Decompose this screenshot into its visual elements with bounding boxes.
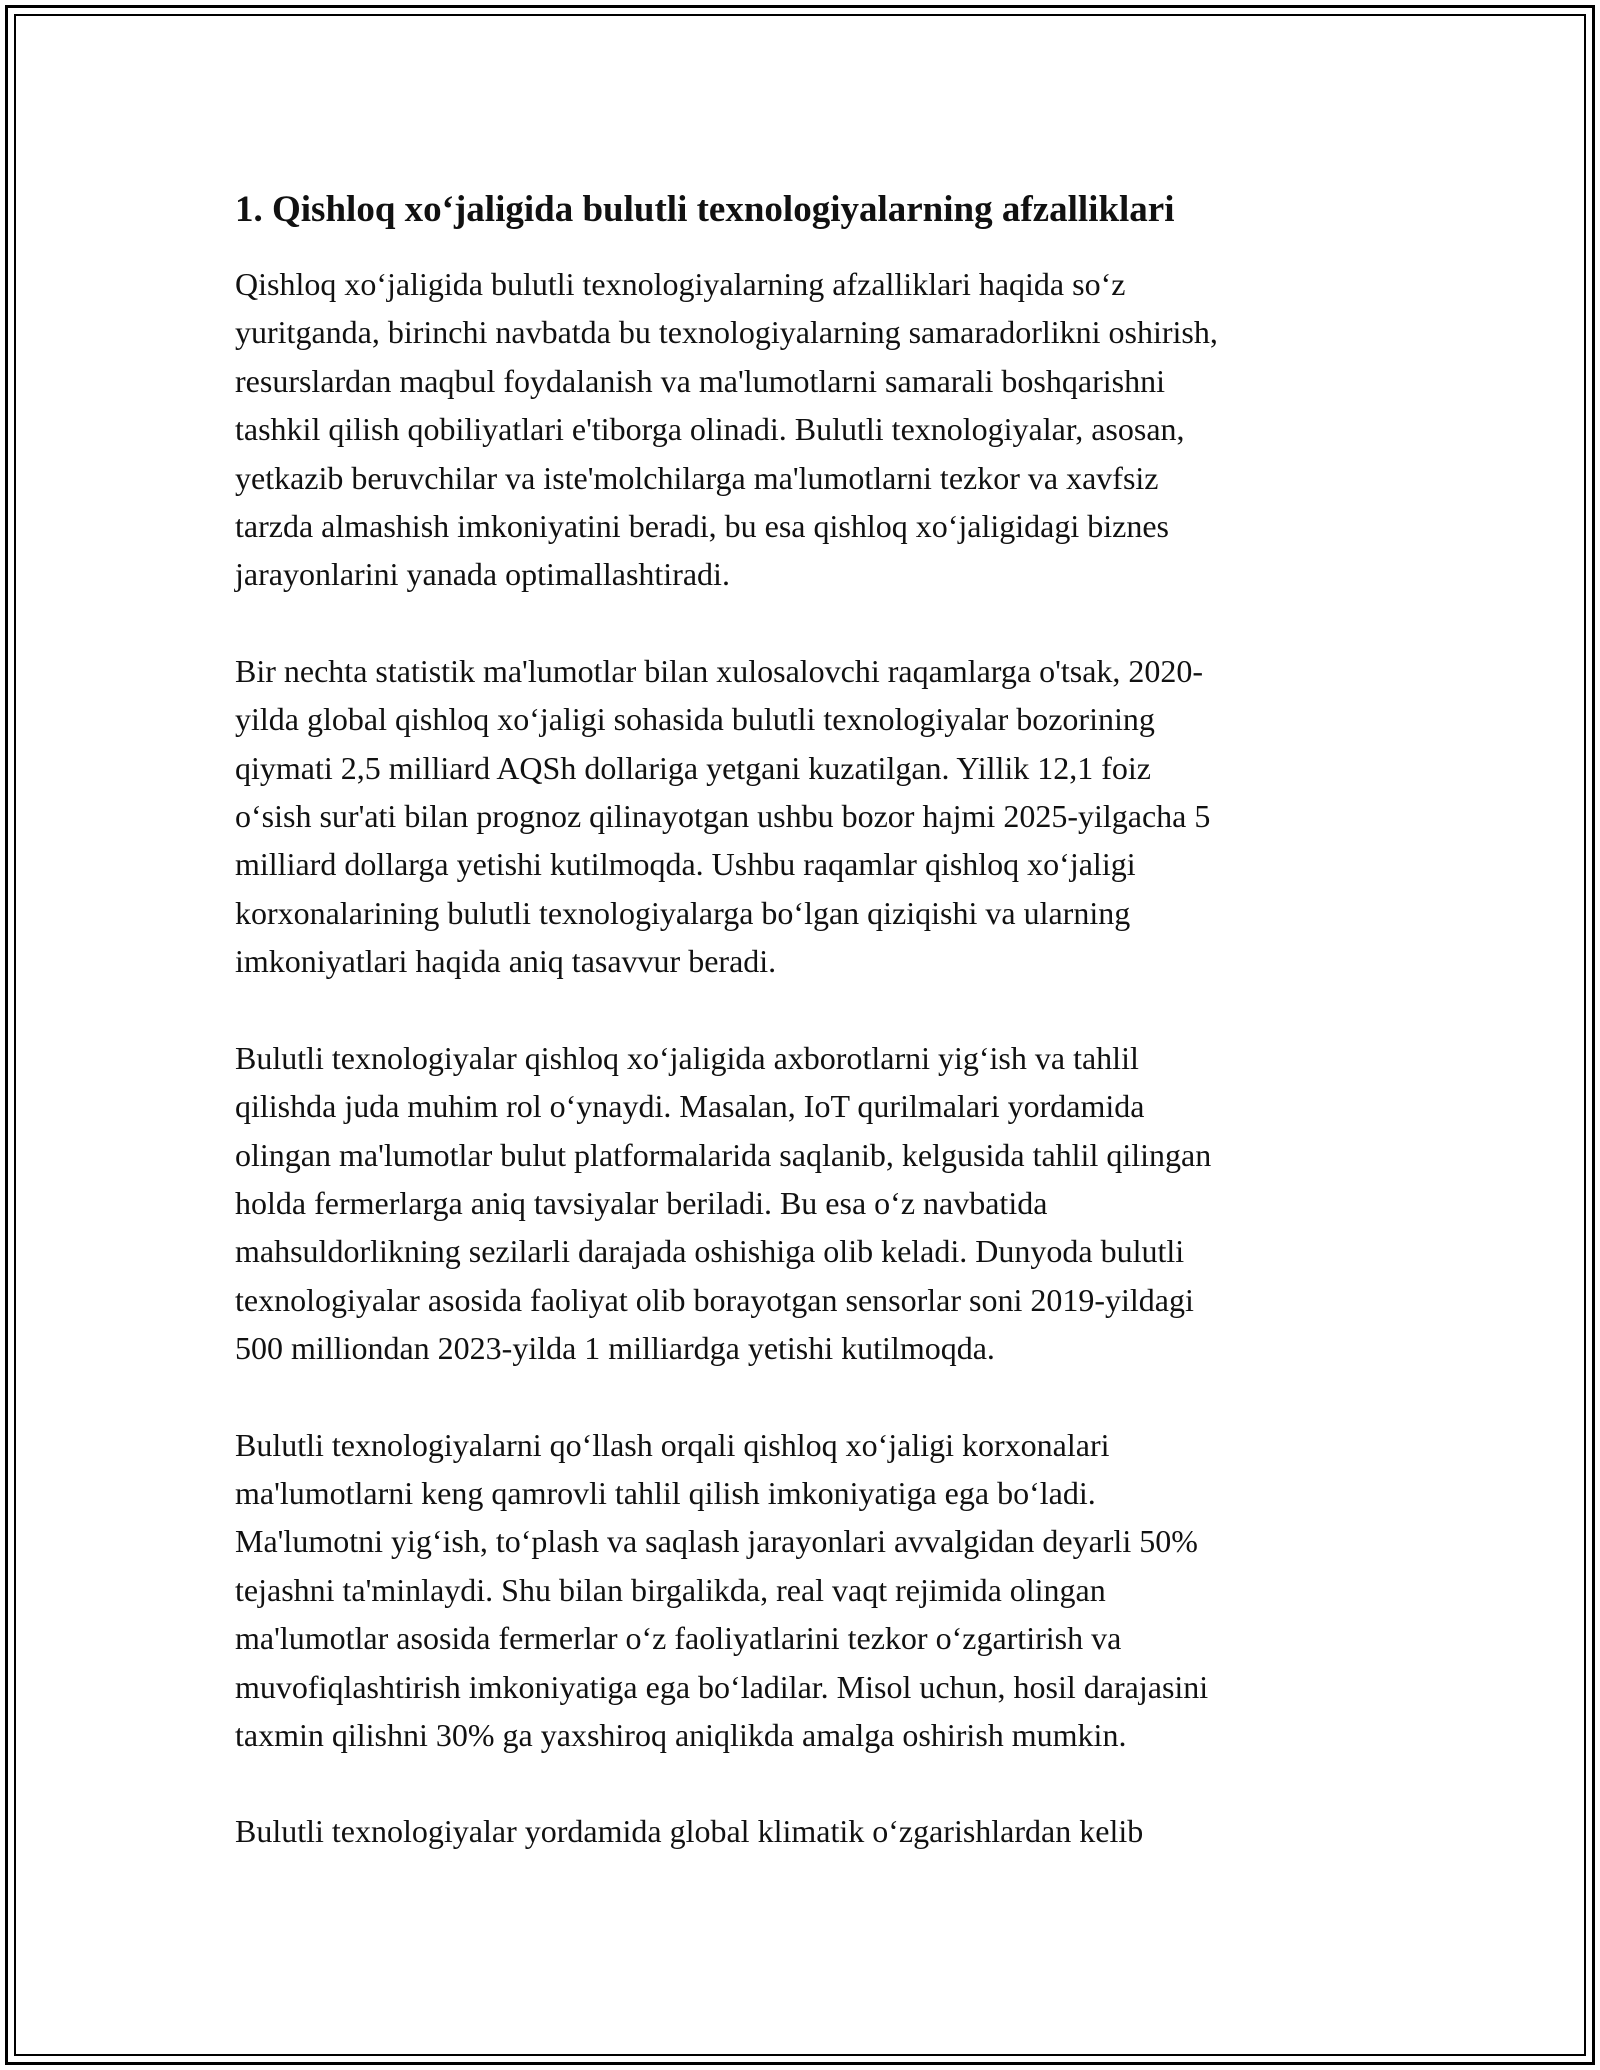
document-body: [235, 186, 1375, 1904]
text-line: Bulutli texnologiyalarni qo‘llash orqali qishloq xo‘jaligi korxonalari: [235, 1426, 1110, 1463]
text-line: Bulutli texnologiyalar yordamida global klimatik o‘zgarishlardan kelib: [235, 1813, 1144, 1850]
text-line: tashkil qilish qobiliyatlari e'tiborga olinadi. Bulutli texnologiyalar, asosan,: [235, 411, 1185, 448]
text-line: Qishloq xo‘jaligida bulutli texnologiyalarning afzalliklari haqida so‘z: [235, 266, 1126, 302]
text-line: Bulutli texnologiyalar qishloq xo‘jaligida axborotlarni yig‘ish va tahlil: [235, 1039, 1139, 1076]
text-line: tejashni ta'minlaydi. Shu bilan birgalikda, real vaqt rejimida olingan: [235, 1571, 1106, 1608]
text-line: tarzda almashish imkoniyatini beradi, bu esa qishloq xo‘jaligidagi biznes: [235, 508, 1169, 545]
paragraph-4: [235, 1421, 1375, 1760]
text-line: korxonalarining bulutli texnologiyalarga bo‘lgan qiziqishi va ularning: [235, 894, 1131, 931]
section-heading: 1. Qishloq xo‘jaligida bulutli texnologiyalarning afzalliklari: [235, 189, 1175, 230]
text-line: Ma'lumotni yig‘ish, to‘plash va saqlash jarayonlari avvalgidan deyarli 50%: [235, 1523, 1198, 1560]
paragraph-5: [235, 1807, 1375, 1855]
text-line: milliard dollarga yetishi kutilmoqda. Ushbu raqamlar qishloq xo‘jaligi: [235, 846, 1136, 883]
text-line: holda fermerlarga aniq tavsiyalar beriladi. Bu esa o‘z navbatida: [235, 1184, 1048, 1221]
text-line: qiymati 2,5 milliard AQSh dollariga yetgani kuzatilgan. Yillik 12,1 foiz: [235, 749, 1151, 786]
text-line: olingan ma'lumotlar bulut platformalarida saqlanib, kelgusida tahlil qilingan: [235, 1136, 1212, 1173]
text-line: Bir nechta statistik ma'lumotlar bilan xulosalovchi raqamlarga o'tsak, 2020-: [235, 652, 1204, 689]
text-line: jarayonlarini yanada optimallashtiradi.: [235, 556, 730, 593]
text-line: mahsuldorlikning sezilarli darajada oshishiga olib keladi. Dunyoda bulutli: [235, 1233, 1185, 1270]
text-line: imkoniyatlari haqida aniq tasavvur beradi.: [235, 943, 777, 980]
text-line: texnologiyalar asosida faoliyat olib borayotgan sensorlar soni 2019-yildagi: [235, 1281, 1194, 1318]
text-line: yetkazib beruvchilar va iste'molchilarga ma'lumotlarni tezkor va xavfsiz: [235, 459, 1159, 496]
paragraph-1: [235, 260, 1375, 599]
text-line: ma'lumotlarni keng qamrovli tahlil qilish imkoniyatiga ega bo‘ladi.: [235, 1474, 1096, 1511]
text-line: o‘sish sur'ati bilan prognoz qilinayotgan ushbu bozor hajmi 2025-yilgacha 5: [235, 798, 1211, 835]
text-line: 500 milliondan 2023-yilda 1 milliardga yetishi kutilmoqda.: [235, 1330, 995, 1367]
text-line: ma'lumotlar asosida fermerlar o‘z faoliyatlarini tezkor o‘zgartirish va: [235, 1620, 1122, 1657]
text-line: yuritganda, birinchi navbatda bu texnologiyalarning samaradorlikni oshirish,: [235, 314, 1218, 351]
text-line: qilishda juda muhim rol o‘ynaydi. Masalan, IoT qurilmalari yordamida: [235, 1088, 1145, 1125]
text-line: yilda global qishloq xo‘jaligi sohasida bulutli texnologiyalar bozorining: [235, 701, 1155, 738]
text-line: muvofiqlashtirish imkoniyatiga ega bo‘ladilar. Misol uchun, hosil darajasini: [235, 1668, 1209, 1705]
text-line: taxmin qilishni 30% ga yaxshiroq aniqlikda amalga oshirish mumkin.: [235, 1716, 1127, 1753]
paragraph-2: [235, 647, 1375, 986]
paragraph-3: [235, 1034, 1375, 1373]
text-line: resurslardan maqbul foydalanish va ma'lumotlarni samarali boshqarishni: [235, 362, 1165, 399]
